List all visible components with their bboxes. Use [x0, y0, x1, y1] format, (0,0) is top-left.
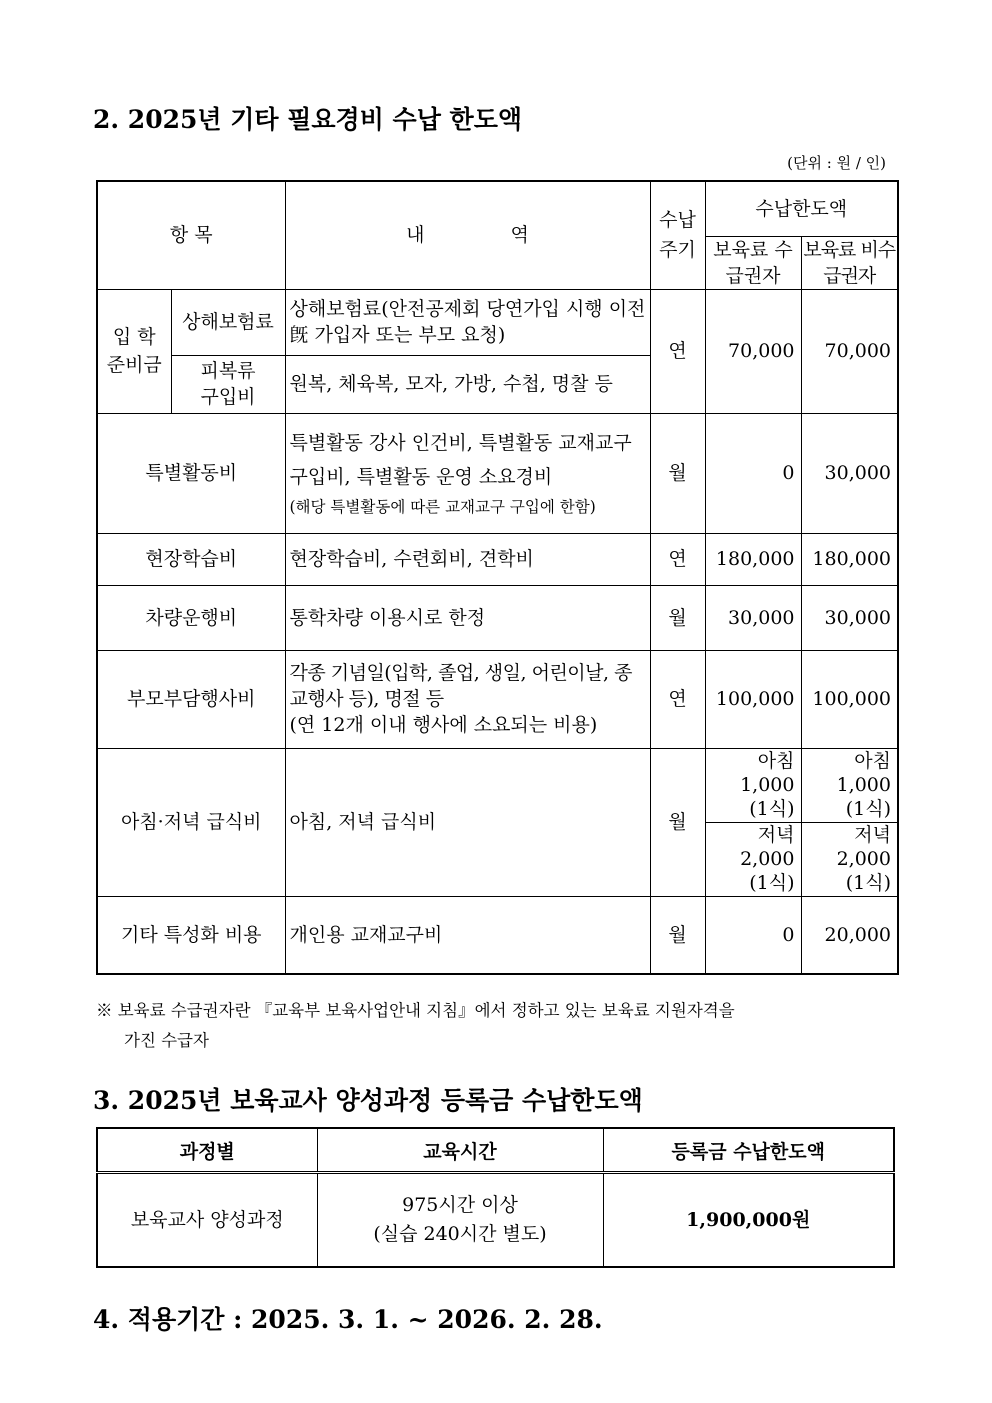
section2-title: 2. 2025년 기타 필요경비 수납 한도액 — [93, 105, 522, 134]
meal-morning-b: 아침 1,000 (1식) — [802, 749, 898, 823]
row-amount-a: 100,000 — [705, 650, 801, 748]
table-row — [97, 748, 898, 896]
section4-title: 4. 적용기간 : 2025. 3. 1. ~ 2026. 2. 28. — [93, 1305, 603, 1334]
row-detail: 특별활동 강사 인건비, 특별활동 교재교구 구입비, 특별활동 운영 소요경비 (해당 특별활동에 따른 교재교구 구입에 한함) — [285, 413, 650, 533]
meal-morning-a: 아침 1,000 (1식) — [706, 749, 801, 823]
row-detail: 각종 기념일(입학, 졸업, 생일, 어린이날, 종교행사 등), 명절 등 (연 12개 이내 행사에 소요되는 비용) — [285, 650, 650, 748]
row-cycle: 월 — [650, 748, 705, 896]
meal-amount-b — [801, 748, 898, 896]
meal-amount-a — [705, 748, 801, 896]
row-cycle: 연 — [650, 533, 705, 585]
row-amount-b: 180,000 — [801, 533, 898, 585]
row-item: 부모부담행사비 — [97, 650, 285, 748]
row-amount-a: 0 — [705, 413, 801, 533]
row-cycle: 월 — [650, 896, 705, 974]
meal-evening-b: 저녁 2,000 (1식) — [836, 823, 891, 894]
table-row — [97, 413, 898, 533]
row-cycle: 연 — [650, 289, 705, 413]
row-sub: 피복류 구입비 — [171, 355, 285, 413]
row-item: 아침·저녁 급식비 — [97, 748, 285, 896]
row-item: 특별활동비 — [97, 413, 285, 533]
row-group: 입 학 준비금 — [97, 289, 171, 413]
header-hours: 교육시간 — [317, 1128, 603, 1173]
header-recipient: 보육료 수급권자 — [705, 236, 801, 289]
section3-title: 3. 2025년 보육교사 양성과정 등록금 수납한도액 — [93, 1086, 643, 1115]
row-amount-b: 30,000 — [801, 585, 898, 650]
course-fee: 1,900,000원 — [603, 1173, 894, 1268]
row-detail: 개인용 교재교구비 — [285, 896, 650, 974]
row-cycle: 연 — [650, 650, 705, 748]
header-fee: 등록금 수납한도액 — [603, 1128, 894, 1173]
row-item: 현장학습비 — [97, 533, 285, 585]
tuition-table — [96, 1127, 895, 1268]
table-row — [97, 533, 898, 585]
unit-label: (단위 : 원 / 인) — [787, 154, 886, 172]
row-amount-a: 0 — [705, 896, 801, 974]
row-amount-a: 30,000 — [705, 585, 801, 650]
header-detail: 내 역 — [285, 181, 650, 289]
header-nonrecipient: 보육료 비수급권자 — [801, 236, 898, 289]
footnote: ※ 보육료 수급권자란 『교육부 보육사업안내 지침』에서 정하고 있는 보육료 지원자격을 가진 수급자 — [96, 1001, 735, 1050]
course-name: 보육교사 양성과정 — [97, 1173, 317, 1268]
row-detail: 아침, 저녁 급식비 — [285, 748, 650, 896]
header-cycle: 수납주기 — [650, 181, 705, 289]
row-item: 기타 특성화 비용 — [97, 896, 285, 974]
row-amount-b: 30,000 — [801, 413, 898, 533]
table-row — [97, 1173, 894, 1268]
table-row — [97, 896, 898, 974]
table-row — [97, 585, 898, 650]
row-amount-a: 70,000 — [705, 289, 801, 413]
row-amount-a: 180,000 — [705, 533, 801, 585]
row-cycle: 월 — [650, 413, 705, 533]
meal-evening-a: 저녁 2,000 (1식) — [740, 823, 795, 894]
row-item: 차량운행비 — [97, 585, 285, 650]
row-detail: 통학차량 이용시로 한정 — [285, 585, 650, 650]
table-row — [97, 650, 898, 748]
course-hours: 975시간 이상 (실습 240시간 별도) — [317, 1173, 603, 1268]
row-amount-b: 100,000 — [801, 650, 898, 748]
header-course: 과정별 — [97, 1128, 317, 1173]
row-detail: 상해보험료(안전공제회 당연가입 시행 이전 旣 가입자 또는 부모 요청) — [285, 289, 650, 355]
row-detail: 현장학습비, 수련회비, 견학비 — [285, 533, 650, 585]
header-item: 항 목 — [97, 181, 285, 289]
row-amount-b: 20,000 — [801, 896, 898, 974]
row-detail: 원복, 체육복, 모자, 가방, 수첩, 명찰 등 — [285, 355, 650, 413]
table-row — [97, 289, 898, 355]
row-cycle: 월 — [650, 585, 705, 650]
header-limit: 수납한도액 — [705, 181, 898, 236]
expense-table — [96, 180, 899, 975]
row-sub: 상해보험료 — [171, 289, 285, 355]
row-amount-b: 70,000 — [801, 289, 898, 413]
